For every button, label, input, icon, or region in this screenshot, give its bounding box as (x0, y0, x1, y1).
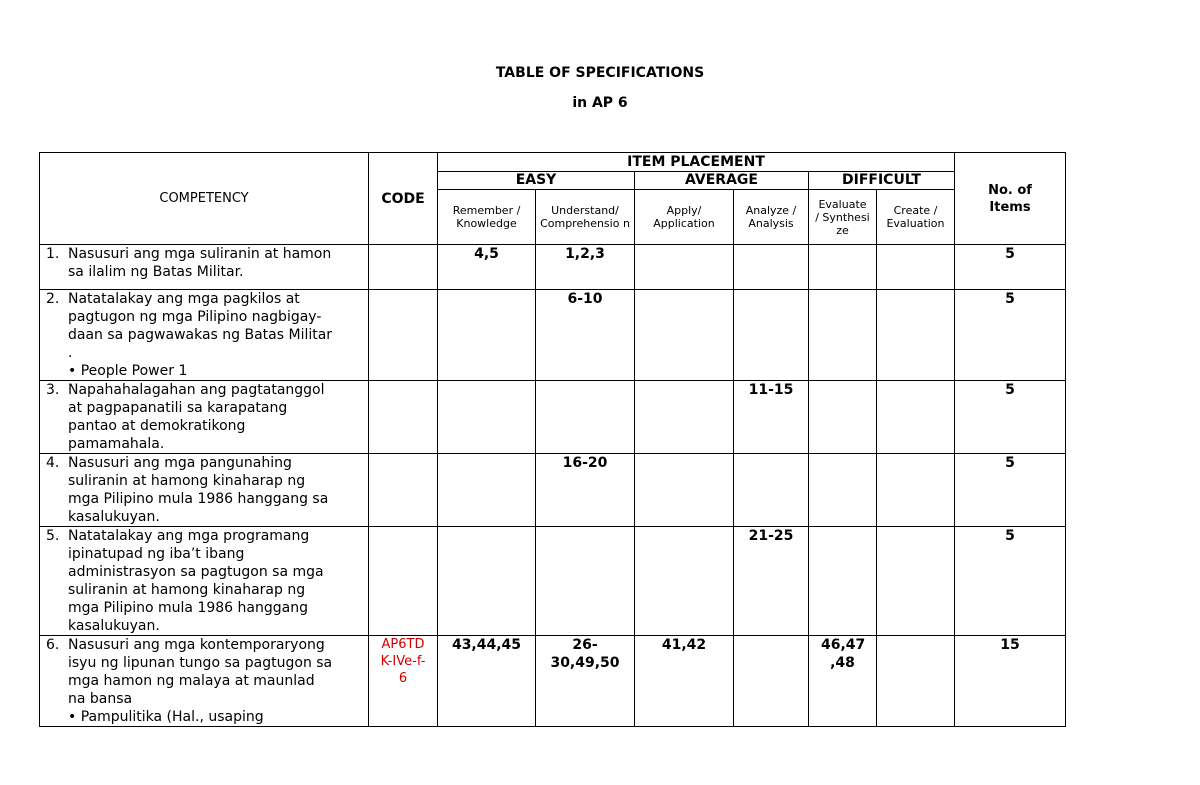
competency-line: Napahahalagahan ang pagtatanggol (68, 382, 325, 398)
items-cell: 5 (955, 527, 1066, 636)
evaluate-cell (809, 527, 877, 636)
apply-cell: 41,42 (635, 636, 734, 727)
code-cell (369, 290, 438, 381)
competency-line: mga hamon ng malaya at maunlad (68, 673, 315, 689)
competency-number: 4. (46, 455, 60, 471)
competency-line: isyu ng lipunan tungo sa pagtugon sa (68, 655, 333, 671)
competency-line: pamamahala. (68, 436, 165, 452)
competency-line: pagtugon ng mga Pilipino nagbigay- (68, 309, 322, 325)
analyze-cell: 21-25 (734, 527, 809, 636)
competency-cell (40, 381, 369, 454)
remember-cell (438, 454, 536, 527)
create-cell (877, 290, 955, 381)
evaluate-cell: 46,47 ,48 (809, 636, 877, 727)
competency-cell (40, 245, 369, 290)
table-row (40, 245, 1066, 290)
evaluate-cell (809, 245, 877, 290)
item-placement-header: ITEM PLACEMENT (438, 153, 955, 172)
create-header: Create / Evaluation (877, 190, 955, 245)
competency-number: 6. (46, 637, 60, 653)
understand-cell: 16-20 (536, 454, 635, 527)
difficult-header: DIFFICULT (809, 172, 955, 190)
analyze-header: Analyze / Analysis (734, 190, 809, 245)
understand-cell: 26- 30,49,50 (536, 636, 635, 727)
apply-cell (635, 454, 734, 527)
competency-number: 3. (46, 382, 60, 398)
remember-cell (438, 290, 536, 381)
competency-line: Natatalakay ang mga pagkilos at (68, 291, 300, 307)
understand-header: Understand/ Comprehensio n (536, 190, 635, 245)
remember-cell: 4,5 (438, 245, 536, 290)
items-cell: 5 (955, 454, 1066, 527)
remember-cell (438, 381, 536, 454)
competency-line: suliranin at hamong kinaharap ng (68, 473, 306, 489)
document-title: TABLE OF SPECIFICATIONS (495, 65, 705, 81)
competency-line: . (68, 345, 73, 361)
create-cell (877, 245, 955, 290)
competency-line: Nasusuri ang mga kontemporaryong (68, 637, 325, 653)
understand-cell (536, 381, 635, 454)
competency-line: pantao at demokratikong (68, 418, 246, 434)
understand-cell: 6-10 (536, 290, 635, 381)
evaluate-header: Evaluate / Synthesi ze (809, 190, 877, 245)
competency-line: Nasusuri ang mga suliranin at hamon (68, 246, 332, 262)
easy-header: EASY (438, 172, 635, 190)
average-header: AVERAGE (635, 172, 809, 190)
apply-header: Apply/ Application (635, 190, 734, 245)
competency-line: suliranin at hamong kinaharap ng (68, 582, 306, 598)
apply-cell (635, 290, 734, 381)
code-cell (369, 454, 438, 527)
competency-line: sa ilalim ng Batas Militar. (68, 264, 244, 280)
competency-number: 1. (46, 246, 60, 262)
competency-cell (40, 290, 369, 381)
competency-cell (40, 527, 369, 636)
competency-line: administrasyon sa pagtugon sa mga (68, 564, 324, 580)
analyze-cell (734, 290, 809, 381)
table-row (40, 636, 1066, 727)
competency-line: ipinatupad ng iba’t ibang (68, 546, 245, 562)
competency-cell (40, 454, 369, 527)
code-cell (369, 245, 438, 290)
evaluate-cell (809, 290, 877, 381)
competency-number: 2. (46, 291, 60, 307)
table-row (40, 454, 1066, 527)
apply-cell (635, 245, 734, 290)
apply-cell (635, 527, 734, 636)
items-cell: 5 (955, 381, 1066, 454)
competency-header: COMPETENCY (40, 153, 369, 245)
evaluate-cell (809, 454, 877, 527)
competency-line: na bansa (68, 691, 133, 707)
analyze-cell (734, 636, 809, 727)
competency-line: daan sa pagwawakas ng Batas Militar (68, 327, 333, 343)
table-row (40, 527, 1066, 636)
competency-bullet: • Pampulitika (Hal., usaping (68, 709, 264, 725)
evaluate-cell (809, 381, 877, 454)
competency-line: Nasusuri ang mga pangunahing (68, 455, 292, 471)
competency-line: mga Pilipino mula 1986 hanggang sa (68, 491, 329, 507)
remember-cell: 43,44,45 (438, 636, 536, 727)
competency-line: mga Pilipino mula 1986 hanggang (68, 600, 308, 616)
create-cell (877, 527, 955, 636)
specifications-table (39, 152, 1066, 727)
remember-cell (438, 527, 536, 636)
understand-cell: 1,2,3 (536, 245, 635, 290)
no-of-items-header: No. of Items (955, 153, 1066, 245)
code-cell (369, 527, 438, 636)
items-cell: 15 (955, 636, 1066, 727)
items-cell: 5 (955, 245, 1066, 290)
create-cell (877, 454, 955, 527)
competency-bullet: • People Power 1 (68, 363, 188, 379)
competency-line: kasalukuyan. (68, 509, 160, 525)
table-row (40, 381, 1066, 454)
code-header: CODE (369, 153, 438, 245)
create-cell (877, 381, 955, 454)
create-cell (877, 636, 955, 727)
remember-header: Remember / Knowledge (438, 190, 536, 245)
understand-cell (536, 527, 635, 636)
document-subtitle: in AP 6 (572, 95, 628, 111)
code-cell: AP6TD K-IVe-f- 6 (369, 636, 438, 727)
competency-line: kasalukuyan. (68, 618, 160, 634)
analyze-cell (734, 245, 809, 290)
analyze-cell (734, 454, 809, 527)
table-row (40, 290, 1066, 381)
apply-cell (635, 381, 734, 454)
items-cell: 5 (955, 290, 1066, 381)
competency-number: 5. (46, 528, 60, 544)
competency-line: at pagpapanatili sa karapatang (68, 400, 288, 416)
analyze-cell: 11-15 (734, 381, 809, 454)
competency-line: Natatalakay ang mga programang (68, 528, 310, 544)
competency-cell (40, 636, 369, 727)
code-cell (369, 381, 438, 454)
